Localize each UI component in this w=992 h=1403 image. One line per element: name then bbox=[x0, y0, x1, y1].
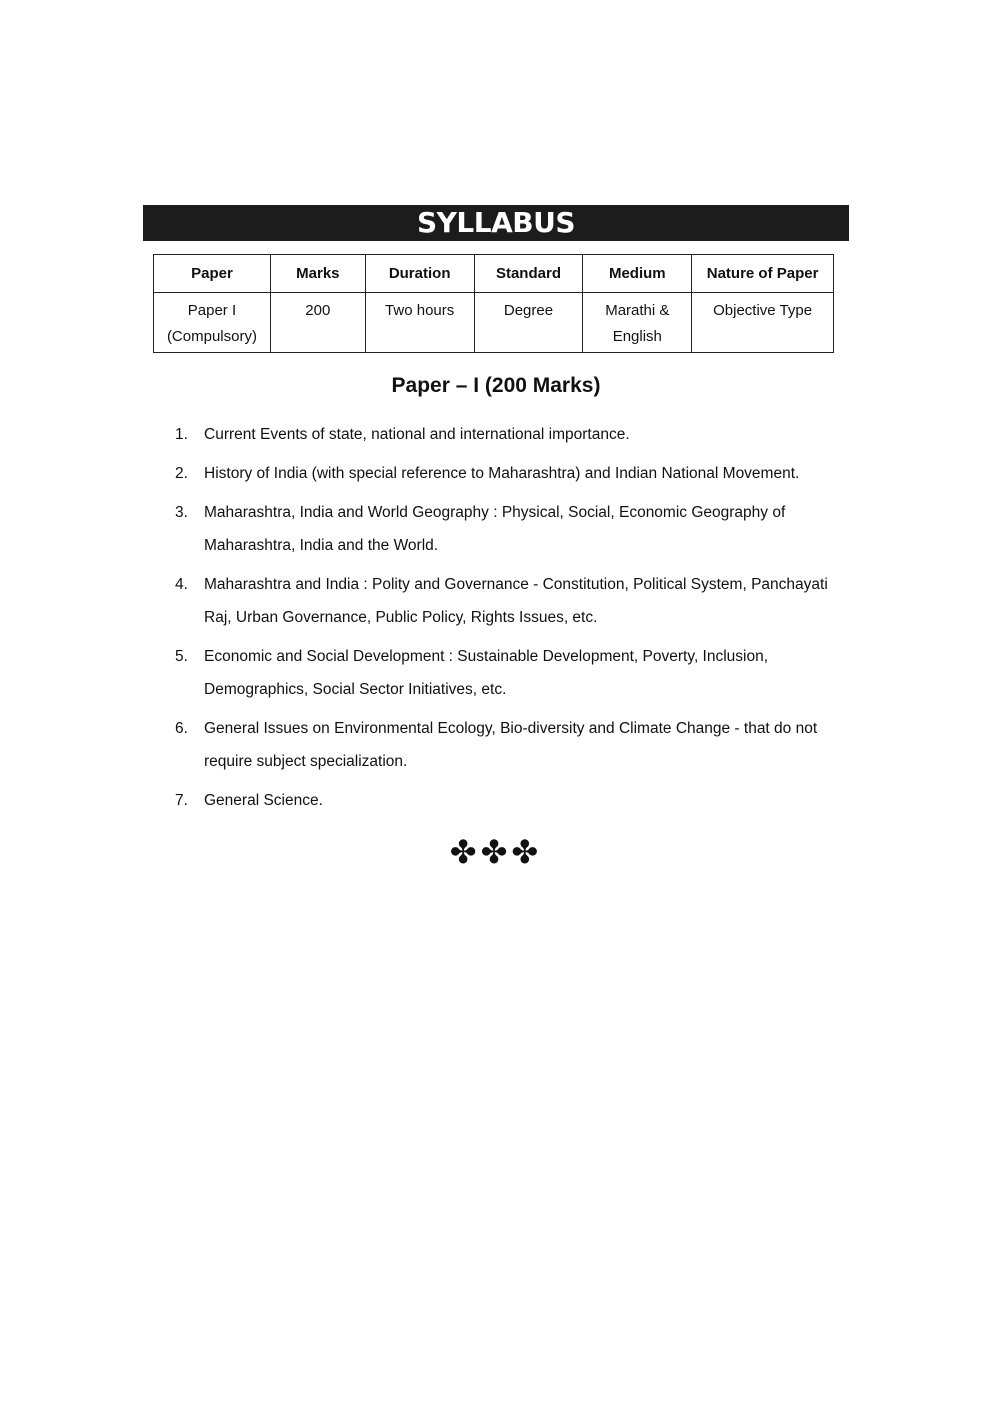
cell-paper-line1: Paper I bbox=[187, 302, 237, 319]
topic-number: 1. bbox=[175, 426, 188, 443]
topic-text: Maharashtra, India and World Geography : Physical, Social, Economic Geography of Maharashtra, India and the World. bbox=[204, 504, 786, 554]
list-item bbox=[166, 712, 856, 778]
cell-nature: Objective Type bbox=[692, 293, 834, 353]
topic-text: Maharashtra and India : Polity and Governance - Constitution, Political System, Panchayati Raj, Urban Governance, Public Policy, Rights Issues, etc. bbox=[204, 576, 828, 626]
list-item bbox=[166, 568, 856, 634]
topic-text: Current Events of state, national and international importance. bbox=[204, 426, 630, 443]
header-marks: Marks bbox=[270, 255, 365, 293]
header-standard: Standard bbox=[474, 255, 583, 293]
cell-paper-line2: (Compulsory) bbox=[166, 328, 257, 345]
header-duration: Duration bbox=[365, 255, 474, 293]
header-nature: Nature of Paper bbox=[692, 255, 834, 293]
list-item bbox=[166, 496, 856, 562]
table-header-row bbox=[154, 255, 834, 293]
cell-paper bbox=[154, 293, 271, 353]
topic-text: General Science. bbox=[204, 792, 323, 809]
syllabus-banner bbox=[143, 205, 849, 241]
topic-number: 4. bbox=[175, 576, 188, 593]
list-item bbox=[166, 457, 856, 490]
topic-list bbox=[166, 418, 856, 823]
topic-text: History of India (with special reference to Maharashtra) and Indian National Movement. bbox=[204, 465, 800, 482]
table-row bbox=[154, 293, 834, 353]
paper-heading: Paper – I (200 Marks) bbox=[391, 374, 601, 397]
cell-marks: 200 bbox=[270, 293, 365, 353]
cell-medium bbox=[583, 293, 692, 353]
topic-text: General Issues on Environmental Ecology, Bio-diversity and Climate Change - that do not require subject specialization. bbox=[204, 720, 818, 770]
paper-summary-table bbox=[153, 254, 834, 353]
list-item bbox=[166, 784, 856, 817]
topic-number: 6. bbox=[175, 720, 188, 737]
header-medium: Medium bbox=[583, 255, 692, 293]
header-paper: Paper bbox=[154, 255, 271, 293]
topic-text: Economic and Social Development : Sustainable Development, Poverty, Inclusion, Demographics, Social Sector Initiatives, etc. bbox=[204, 648, 769, 698]
cell-standard: Degree bbox=[474, 293, 583, 353]
topic-number: 5. bbox=[175, 648, 188, 665]
list-item bbox=[166, 418, 856, 451]
topic-number: 7. bbox=[175, 792, 188, 809]
cell-medium-line1: Marathi & bbox=[605, 302, 670, 319]
cell-duration: Two hours bbox=[365, 293, 474, 353]
cell-medium-line2: English bbox=[612, 328, 662, 345]
page-title: SYLLABUS bbox=[416, 206, 576, 239]
topic-number: 3. bbox=[175, 504, 188, 521]
flower-ornament-icon: ✤✤✤ bbox=[449, 833, 543, 871]
topic-number: 2. bbox=[175, 465, 188, 482]
list-item bbox=[166, 640, 856, 706]
